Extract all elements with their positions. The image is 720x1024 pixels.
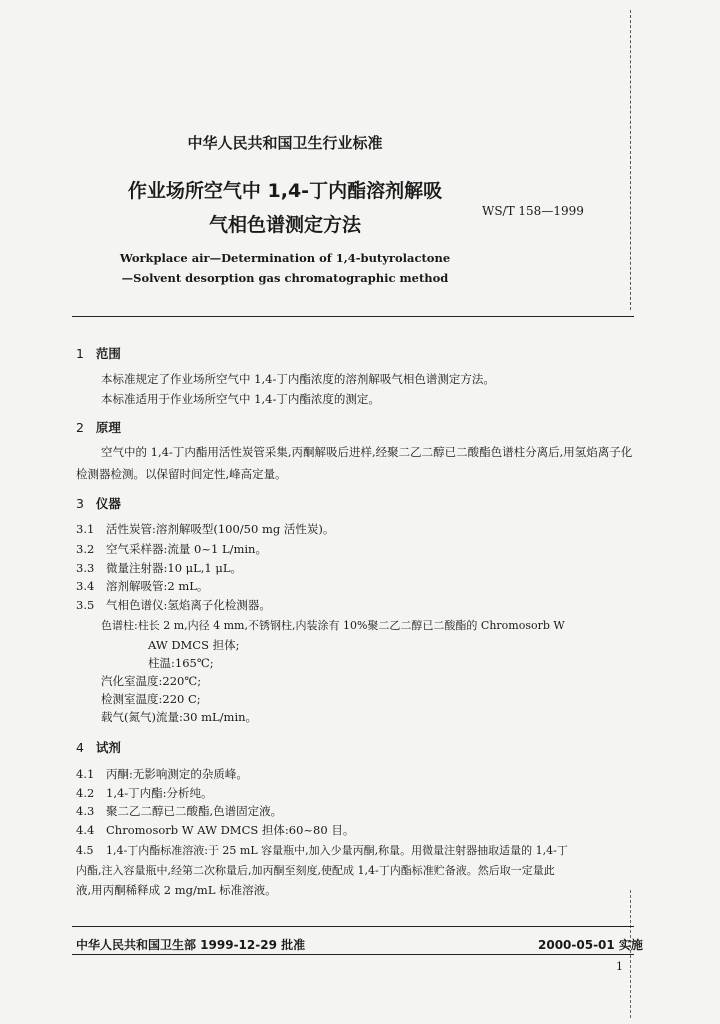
- header-divider: [72, 316, 634, 317]
- column-temp: 柱温:165℃;: [148, 656, 214, 670]
- page-number: 1: [616, 960, 623, 973]
- standard-org-header: 中华人民共和国卫生行业标准: [187, 134, 383, 152]
- list-item: 4.4 Chromosorb W AW DMCS 担体:60~80 目。: [76, 823, 355, 837]
- carrier-gas-flow: 载气(氮气)流量:30 mL/min。: [101, 710, 258, 724]
- section-3-heading: 3 仪器: [76, 496, 121, 511]
- section-1-heading: 1 范围: [76, 346, 121, 361]
- footer-bottom-rule: [72, 954, 634, 955]
- vaporizer-temp: 汽化室温度:220℃;: [101, 674, 202, 688]
- footer-divider: [72, 926, 634, 927]
- list-item: 4.3 聚二乙二醇已二酸酯,色谱固定液。: [76, 804, 283, 818]
- implementation-date: 2000-05-01 实施: [538, 938, 643, 952]
- binding-margin-line: [630, 10, 632, 310]
- title-en-line1: Workplace air—Determination of 1,4-butyrolactone: [119, 251, 451, 265]
- list-item: 4.2 1,4-丁内酯:分析纯。: [76, 786, 213, 800]
- section-2-heading: 2 原理: [76, 420, 121, 435]
- list-item: 3.2 空气采样器:流量 0~1 L/min。: [76, 542, 267, 556]
- list-item: 3.5 气相色谱仪:氢焰离子化检测器。: [76, 598, 271, 612]
- title-cn-line1: 作业场所空气中 1,4-丁内酯溶剂解吸: [127, 180, 443, 202]
- section-4-heading: 4 试剂: [76, 740, 121, 755]
- standard-number: WS/T 158—1999: [482, 204, 584, 218]
- section-2-para: 空气中的 1,4-丁内酯用活性炭管采集,丙酮解吸后进样,经聚二乙二醇已二酸酯色谱柱分离后,用氢焰离子化检测器检测。以保留时间定性,峰高定量。: [76, 445, 633, 481]
- column-spec-line1: 色谱柱:柱长 2 m,内径 4 mm,不锈钢柱,内装涂有 10%聚二乙二醇已二酸酯的 Chromosorb W: [101, 619, 565, 632]
- list-item: 4.1 丙酮:无影响测定的杂质峰。: [76, 767, 248, 781]
- title-cn-line2: 气相色谱测定方法: [208, 214, 361, 236]
- approval-date: 中华人民共和国卫生部 1999-12-29 批准: [76, 938, 306, 952]
- list-item: 3.3 微量注射器:10 μL,1 μL。: [76, 561, 243, 575]
- detector-temp: 检测室温度:220 C;: [101, 692, 201, 706]
- list-item: 4.5 1,4-丁内酯标准溶液:于 25 mL 容量瓶中,加入少量丙酮,称量。用微量注射器抽取适量的 1,4-丁: [76, 844, 568, 857]
- section-1-para-2: 本标准适用于作业场所空气中 1,4-丁内酯浓度的测定。: [101, 392, 380, 406]
- section-1-para-1: 本标准规定了作业场所空气中 1,4-丁内酯浓度的溶剂解吸气相色谱测定方法。: [101, 372, 495, 386]
- title-en-line2: —Solvent desorption gas chromatographic method: [121, 271, 449, 285]
- list-item: 3.4 溶剂解吸管:2 mL。: [76, 579, 209, 593]
- list-item: 3.1 活性炭管:溶剂解吸型(100/50 mg 活性炭)。: [76, 522, 335, 536]
- column-spec-line2: AW DMCS 担体;: [148, 638, 240, 652]
- item-4-5-line2: 内酯,注入容量瓶中,经第二次称量后,加丙酮至刻度,使配成 1,4-丁内酯标准贮备液。然后取一定量此: [76, 864, 555, 877]
- item-4-5-line3: 液,用丙酮稀释成 2 mg/mL 标准溶液。: [76, 883, 277, 897]
